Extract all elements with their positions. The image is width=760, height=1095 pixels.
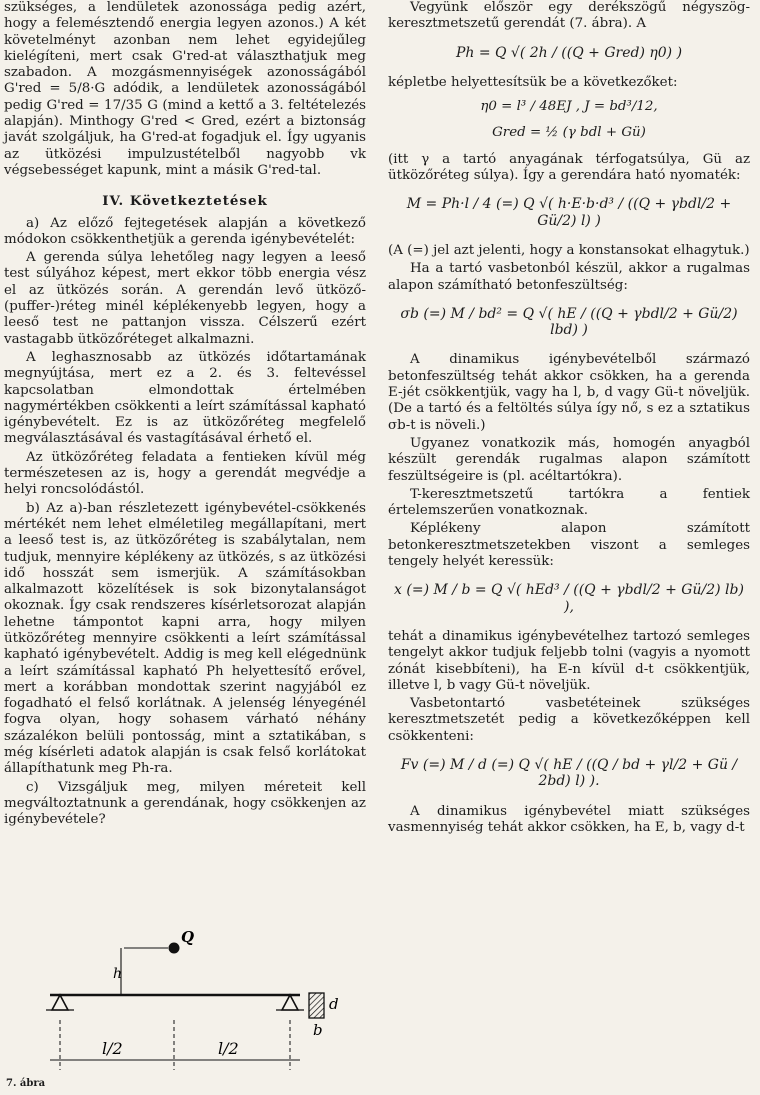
load-label: Q — [181, 928, 195, 946]
figure-caption: 7. ábra — [6, 1078, 46, 1089]
equation: x (=) M / b = Q √( hEd³ / ((Q + γbdl/2 + Gü/2) lb) ), — [394, 582, 744, 615]
paragraph: Vasbetontartó vasbetéteinek szükséges keresztmetszetét pedig a következőképpen kell csökkenteni: — [388, 696, 750, 744]
left-support — [52, 995, 68, 1010]
width-label: b — [313, 1021, 323, 1039]
paragraph: tehát a dinamikus igénybevételhez tartozó semleges tengelyt akkor tudjuk feljebb tolni (vagyis a nyomott zónát kisebbíteni), ha E-n kívül d-t csökkentjük, illetve l, b vagy Gü-t növeljük. — [388, 628, 750, 693]
equation: σb (=) M / bd² = Q √( hE / ((Q + γbdl/2 + Gü/2) lbd) ) — [400, 305, 738, 339]
paragraph: c) Vizsgáljuk meg, milyen méreteit kell megváltoztatnunk a gerendának, hogy csökkenjen az igénybevétele? — [4, 779, 366, 828]
cross-section — [309, 993, 324, 1018]
load-mass — [169, 943, 180, 954]
paragraph: képletbe helyettesítsük be a következőket: — [388, 74, 678, 90]
depth-label: d — [329, 995, 339, 1013]
paragraph: Képlékeny alapon számított betonkeresztmetszetekben viszont a semleges tengely helyét keressük: — [388, 521, 750, 570]
left-column — [4, 0, 366, 831]
equation: Gred = ½ (γ bdl + Gü) — [492, 125, 646, 141]
paragraph: Ha a tartó vasbetonból készül, akkor a rugalmas alapon számítható betonfeszültség: — [388, 261, 750, 293]
height-label: h — [113, 966, 123, 982]
paragraph: Ugyanez vonatkozik más, homogén anyagból készült gerendák rugalmas alapon számított feszültségeire is (pl. acéltartókra). — [388, 435, 750, 484]
paragraph: (A (=) jel azt jelenti, hogy a konstansokat elhagytuk.) — [388, 242, 750, 258]
paragraph: T-keresztmetszetű tartókra a fentiek értelemszerűen vonatkoznak. — [388, 486, 750, 519]
right-column — [388, 0, 750, 838]
paragraph: A gerenda súlya lehetőleg nagy legyen a leeső test súlyához képest, mert ekkor több energia vész el az ütközés során. A gerendán levő ütköző-(puffer-)réteg minél képlékenyebb legyen, hogy a leeső test ne pattanjon vissza. Célszerű ezért vastagabb ütközőréteget alkalmazni. — [4, 250, 366, 347]
equation: Fv (=) M / d (=) Q √( hE / ((Q / bd + γl/2 + Gü / 2bd) l) ). — [400, 756, 738, 790]
section-heading: IV. Következtetések — [102, 193, 268, 210]
equation: Ph = Q √( 2h / ((Q + Gred) η0) ) — [455, 44, 683, 61]
paragraph: (itt γ a tartó anyagának térfogatsúlya, Gü az ütközőréteg súlya). Így a gerendára ható nyomaték: — [388, 151, 750, 184]
paragraph: Vegyünk először egy derékszögű négyszög-keresztmetszetű gerendát (7. ábra). A — [388, 0, 750, 32]
beam-figure — [4, 920, 366, 1095]
paragraph: szükséges, a lendületek azonossága pedig azért, hogy a felemésztendő energia legyen azonos.) A két követelményt azonban nem lehet egyidejűleg kielégíteni, mert csak G'red-at választhatjuk meg szabadon. A mozgásmennyiségek azonosságából G'red = 5/8·G adódik, a lendületek azonosságából pedig G'red = 17/35 G (mind a kettő a 3. feltételezés alapján). Minthogy G'red < Gred, ezért a biztonság javát szolgáljuk, ha G'red-at fogadjuk el. Így ugyanis az ütközési impulzustételből nagyobb vk végsebességet kapunk, mint a másik G'red-tal. — [4, 0, 366, 178]
right-span-label: l/2 — [218, 1039, 239, 1058]
paragraph: A dinamikus igénybevételből származó betonfeszültség tehát akkor csökken, ha a gerenda E-jét csökkentjük, vagy ha l, b, d vagy Gü-t növeljük. (De a tartó és a feltöltés súlya így nő, s ez a sztatikus σb-t is növeli.) — [388, 352, 750, 433]
paragraph: A leghasznosabb az ütközés időtartamának megnyújtása, mert ez a 2. és 3. feltevéssel kapcsolatban elmondottak értelmében nagymértékben csökkenti a leírt számítással kapható igénybevételt. Ez is az ütközőréteg megfelelő megválasztásával és vastagításával érhető el. — [4, 349, 366, 447]
paragraph: b) Az a)-ban részletezett igénybevétel-csökkenés mértékét nem lehet elméletileg megállapítani, mert a leeső test is, az ütközőréteg is szabálytalan, nem tudjuk, mennyire képlékeny az ütközés, s az ütközési idő hosszát sem ismerjük. A számításokban alkalmazott közelítések is sok bizonytalanságot okoznak. Így csak rendszeres kísérletsorozat alapján lehetne támpontot kapni arra, hogy milyen ütközőréteg mennyire csökkenti a leírt számítással kapható igénybevételt. Addig is meg kell elégednünk a leírt számítással kapható Ph helyettesítő erővel, mert a korábban mondottak szerint nagyjából ez fogadható el felső korlátnak. A jelenség lényegénél fogva olyan, hogy sohasem várható néhány százalékon belüli pontosság, mint a sztatikában, s még kísérleti adatok alapján is csak felső korlátokat állapíthatunk meg Ph-ra. — [4, 500, 366, 777]
left-span-label: l/2 — [102, 1039, 123, 1058]
paragraph: Az ütközőréteg feladata a fentieken kívül még természetesen az is, hogy a gerendát megvédje a helyi roncsolódástól. — [4, 449, 366, 498]
equation: M = Ph·l / 4 (=) Q √( h·E·b·d³ / ((Q + γbdl/2 + Gü/2) l) ) — [406, 196, 732, 229]
equation: η0 = l³ / 48EJ , J = bd³/12, — [480, 99, 658, 115]
paragraph: a) Az előző fejtegetések alapján a következő módokon csökkenthetjük a gerenda igénybevételét: — [4, 215, 366, 247]
paragraph: A dinamikus igénybevétel miatt szükséges vasmennyiség tehát akkor csökken, ha E, b, vagy d-t — [388, 803, 750, 835]
right-support — [282, 995, 298, 1010]
